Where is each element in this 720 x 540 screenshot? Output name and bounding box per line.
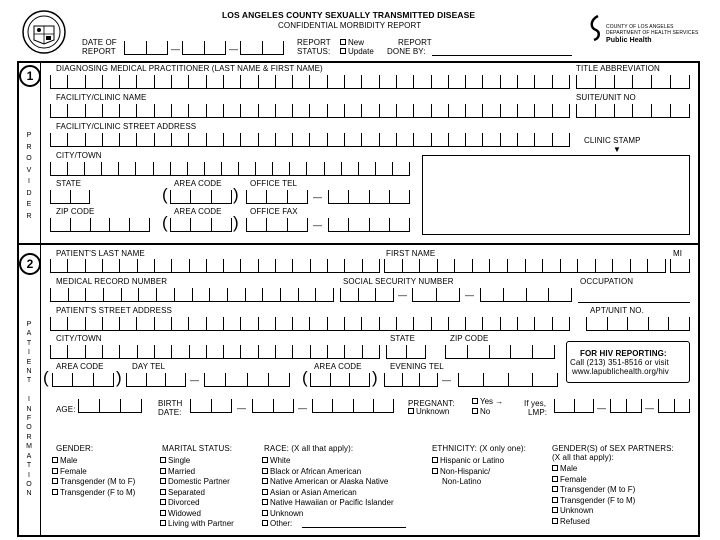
status-update-checkbox[interactable]: Update <box>340 47 374 58</box>
provider-side-label: P R O V I D E R <box>26 132 32 220</box>
patient-city-field[interactable] <box>50 345 380 359</box>
birth-month-field[interactable] <box>190 399 232 413</box>
facility-name-field[interactable] <box>50 104 570 118</box>
title-abbrev-field[interactable] <box>576 75 690 89</box>
day-tel-label: DAY TEL <box>132 362 166 371</box>
gender-male-checkbox[interactable]: Male <box>52 456 77 467</box>
logo-line-2: DEPARTMENT OF HEALTH SERVICES <box>606 30 699 36</box>
fax-area-code-field[interactable] <box>170 218 232 232</box>
evening-tel-prefix-field[interactable] <box>384 373 438 387</box>
section-2-number: 2 <box>19 253 41 275</box>
day-area-code-label: AREA CODE <box>56 362 104 371</box>
ssn-serial-field[interactable] <box>480 288 572 302</box>
evening-tel-label: EVENING TEL <box>390 362 444 371</box>
partner-gender-heading: GENDER(S) of SEX PARTNERS: <box>552 444 674 453</box>
day-area-code-field[interactable] <box>52 373 114 387</box>
facility-state-field[interactable] <box>50 190 90 204</box>
patient-last-name-label: PATIENT'S LAST NAME <box>56 249 145 258</box>
mrn-field[interactable] <box>50 288 334 302</box>
fax-area-code-label: AREA CODE <box>174 207 222 216</box>
suite-field[interactable] <box>576 104 690 118</box>
lmp-label: LMP: <box>528 408 548 417</box>
facility-city-field[interactable] <box>50 162 410 176</box>
report-done-by-field[interactable] <box>432 55 572 56</box>
ethnicity-hispanic-checkbox[interactable]: Hispanic or Latino <box>432 456 504 467</box>
marital-living-checkbox[interactable]: Living with Partner <box>160 519 234 530</box>
clinic-stamp-label: CLINIC STAMP <box>584 136 641 145</box>
date-of-report-label: DATE OF <box>82 38 117 47</box>
status-new-checkbox[interactable]: New <box>340 38 364 49</box>
evening-tel-line-field[interactable] <box>458 373 558 387</box>
report-status-label: REPORT <box>297 38 331 47</box>
section-divider <box>17 243 700 245</box>
ethnicity-non-latino-label: Non-Latino <box>442 477 482 486</box>
partner-trans-ftm-checkbox[interactable]: Transgender (F to M) <box>552 496 635 507</box>
marital-widowed-checkbox[interactable]: Widowed <box>160 509 201 520</box>
patient-last-name-field[interactable] <box>50 259 380 273</box>
partner-gender-subheading: (X all that apply): <box>552 453 614 462</box>
office-tel-label: OFFICE TEL <box>250 179 298 188</box>
patient-city-label: CITY/TOWN <box>56 334 102 343</box>
age-field[interactable] <box>78 399 142 413</box>
race-asian-checkbox[interactable]: Asian or Asian American <box>262 488 357 499</box>
partner-trans-mtf-checkbox[interactable]: Transgender (M to F) <box>552 485 635 496</box>
patient-street-label: PATIENT'S STREET ADDRESS <box>56 306 172 315</box>
patient-mi-field[interactable] <box>670 259 690 273</box>
pregnant-label: PREGNANT: <box>408 399 455 408</box>
marital-heading: MARITAL STATUS: <box>162 444 233 453</box>
date-day-field[interactable] <box>182 41 226 55</box>
section-1-number: 1 <box>19 65 41 87</box>
hiv-reporting-phone: Call (213) 351-8516 or visit <box>570 358 669 367</box>
patient-zip-field[interactable] <box>445 345 555 359</box>
practitioner-label: DIAGNOSING MEDICAL PRACTITIONER (LAST NAME & FIRST NAME) <box>56 64 323 73</box>
facility-area-code-field[interactable] <box>170 190 232 204</box>
day-tel-prefix-field[interactable] <box>126 373 186 387</box>
suite-label: SUITE/UNIT NO <box>576 93 636 102</box>
ssn-group-field[interactable] <box>412 288 460 302</box>
public-health-logo-icon <box>588 14 604 42</box>
gender-trans-mtf-checkbox[interactable]: Transgender (M to F) <box>52 477 135 488</box>
birth-date-label: BIRTH <box>158 399 183 408</box>
report-status-label-2: STATUS: <box>297 47 331 56</box>
birth-year-field[interactable] <box>312 399 394 413</box>
marital-domestic-checkbox[interactable]: Domestic Partner <box>160 477 230 488</box>
lmp-month-field[interactable] <box>554 399 594 413</box>
race-white-checkbox[interactable]: White <box>262 456 290 467</box>
partner-unknown-checkbox[interactable]: Unknown <box>552 506 593 517</box>
age-label: AGE: <box>56 405 76 414</box>
office-tel-line-field[interactable] <box>328 190 410 204</box>
race-other-field[interactable] <box>302 527 406 528</box>
pregnant-yes-checkbox[interactable]: Yes → <box>472 397 503 408</box>
ssn-area-field[interactable] <box>340 288 394 302</box>
birth-date-label-2: DATE: <box>158 408 182 417</box>
date-month-field[interactable] <box>124 41 168 55</box>
clinic-stamp-arrow-icon: ▼ <box>613 145 622 154</box>
race-black-checkbox[interactable]: Black or African American <box>262 467 361 478</box>
patient-mi-label: MI <box>673 249 683 258</box>
marital-separated-checkbox[interactable]: Separated <box>160 488 205 499</box>
date-year-field[interactable] <box>240 41 284 55</box>
race-hawaiian-checkbox[interactable]: Native Hawaiian or Pacific Islander <box>262 498 394 509</box>
facility-zip-field[interactable] <box>50 218 150 232</box>
county-seal <box>22 10 66 54</box>
office-tel-prefix-field[interactable] <box>246 190 308 204</box>
office-fax-prefix-field[interactable] <box>246 218 308 232</box>
marital-single-checkbox[interactable]: Single <box>160 456 190 467</box>
patient-state-label: STATE <box>390 334 416 343</box>
facility-street-label: FACILITY/CLINIC STREET ADDRESS <box>56 122 197 131</box>
facility-city-label: CITY/TOWN <box>56 151 102 160</box>
ssn-label: SOCIAL SECURITY NUMBER <box>343 277 454 286</box>
partner-male-checkbox[interactable]: Male <box>552 464 577 475</box>
gender-heading: GENDER: <box>56 444 94 453</box>
mrn-label: MEDICAL RECORD NUMBER <box>56 277 168 286</box>
partner-female-checkbox[interactable]: Female <box>552 475 587 486</box>
gender-trans-ftm-checkbox[interactable]: Transgender (F to M) <box>52 488 135 499</box>
race-unknown-checkbox[interactable]: Unknown <box>262 509 303 520</box>
hiv-reporting-title: FOR HIV REPORTING: <box>580 349 667 358</box>
day-tel-line-field[interactable] <box>204 373 290 387</box>
patient-first-name-label: FIRST NAME <box>386 249 436 258</box>
evening-area-code-label: AREA CODE <box>314 362 362 371</box>
hiv-reporting-url[interactable]: www.lapublichealth.org/hiv <box>572 367 669 376</box>
side-column-divider <box>40 61 41 537</box>
facility-label: FACILITY/CLINIC NAME <box>56 93 147 102</box>
evening-area-code-field[interactable] <box>310 373 370 387</box>
patient-zip-label: ZIP CODE <box>450 334 489 343</box>
patient-info-side-label: P A T I E N T I N F O R M A T I O N <box>26 321 32 498</box>
pregnant-unknown-checkbox[interactable]: Unknown <box>408 407 449 418</box>
apt-field[interactable] <box>586 317 690 331</box>
office-fax-label: OFFICE FAX <box>250 207 298 216</box>
occupation-field[interactable] <box>578 302 690 303</box>
report-done-by-label-2: DONE BY: <box>387 47 426 56</box>
apt-label: APT/UNIT NO. <box>590 306 644 315</box>
occupation-label: OCCUPATION <box>580 277 634 286</box>
facility-zip-label: ZIP CODE <box>56 207 95 216</box>
practitioner-name-field[interactable] <box>50 75 570 89</box>
race-other-checkbox[interactable]: Other: <box>262 519 292 530</box>
partner-refused-checkbox[interactable]: Refused <box>552 517 590 528</box>
form-subtitle: CONFIDENTIAL MORBIDITY REPORT <box>278 21 422 30</box>
facility-state-label: STATE <box>56 179 82 188</box>
marital-divorced-checkbox[interactable]: Divorced <box>160 498 200 509</box>
office-fax-line-field[interactable] <box>328 218 410 232</box>
birth-day-field[interactable] <box>252 399 294 413</box>
if-yes-label: If yes, <box>524 399 547 408</box>
marital-married-checkbox[interactable]: Married <box>160 467 195 478</box>
lmp-year-field[interactable] <box>658 399 690 413</box>
report-done-by-label: REPORT <box>398 38 432 47</box>
patient-street-field[interactable] <box>50 317 570 331</box>
form-title: LOS ANGELES COUNTY SEXUALLY TRANSMITTED DISEASE <box>222 10 476 20</box>
logo-line-3: Public Health <box>606 37 652 44</box>
race-heading: RACE: (X all that apply): <box>264 444 354 453</box>
facility-area-code-label: AREA CODE <box>174 179 222 188</box>
race-native-american-checkbox[interactable]: Native American or Alaska Native <box>262 477 388 488</box>
patient-first-name-field[interactable] <box>384 259 666 273</box>
logo-line-1: COUNTY OF LOS ANGELES <box>606 24 674 30</box>
ethnicity-heading: ETHNICITY: (X only one): <box>432 444 526 453</box>
title-abbrev-label: TITLE ABBREVIATION <box>576 64 660 73</box>
gender-female-checkbox[interactable]: Female <box>52 467 87 478</box>
date-of-report-label-2: REPORT <box>82 47 116 56</box>
patient-state-field[interactable] <box>386 345 426 359</box>
facility-street-field[interactable] <box>50 133 570 147</box>
pregnant-no-checkbox[interactable]: No <box>472 407 490 418</box>
clinic-stamp-box[interactable] <box>422 155 690 235</box>
ethnicity-non-hispanic-checkbox[interactable]: Non-Hispanic/ <box>432 467 490 478</box>
lmp-day-field[interactable] <box>610 399 642 413</box>
